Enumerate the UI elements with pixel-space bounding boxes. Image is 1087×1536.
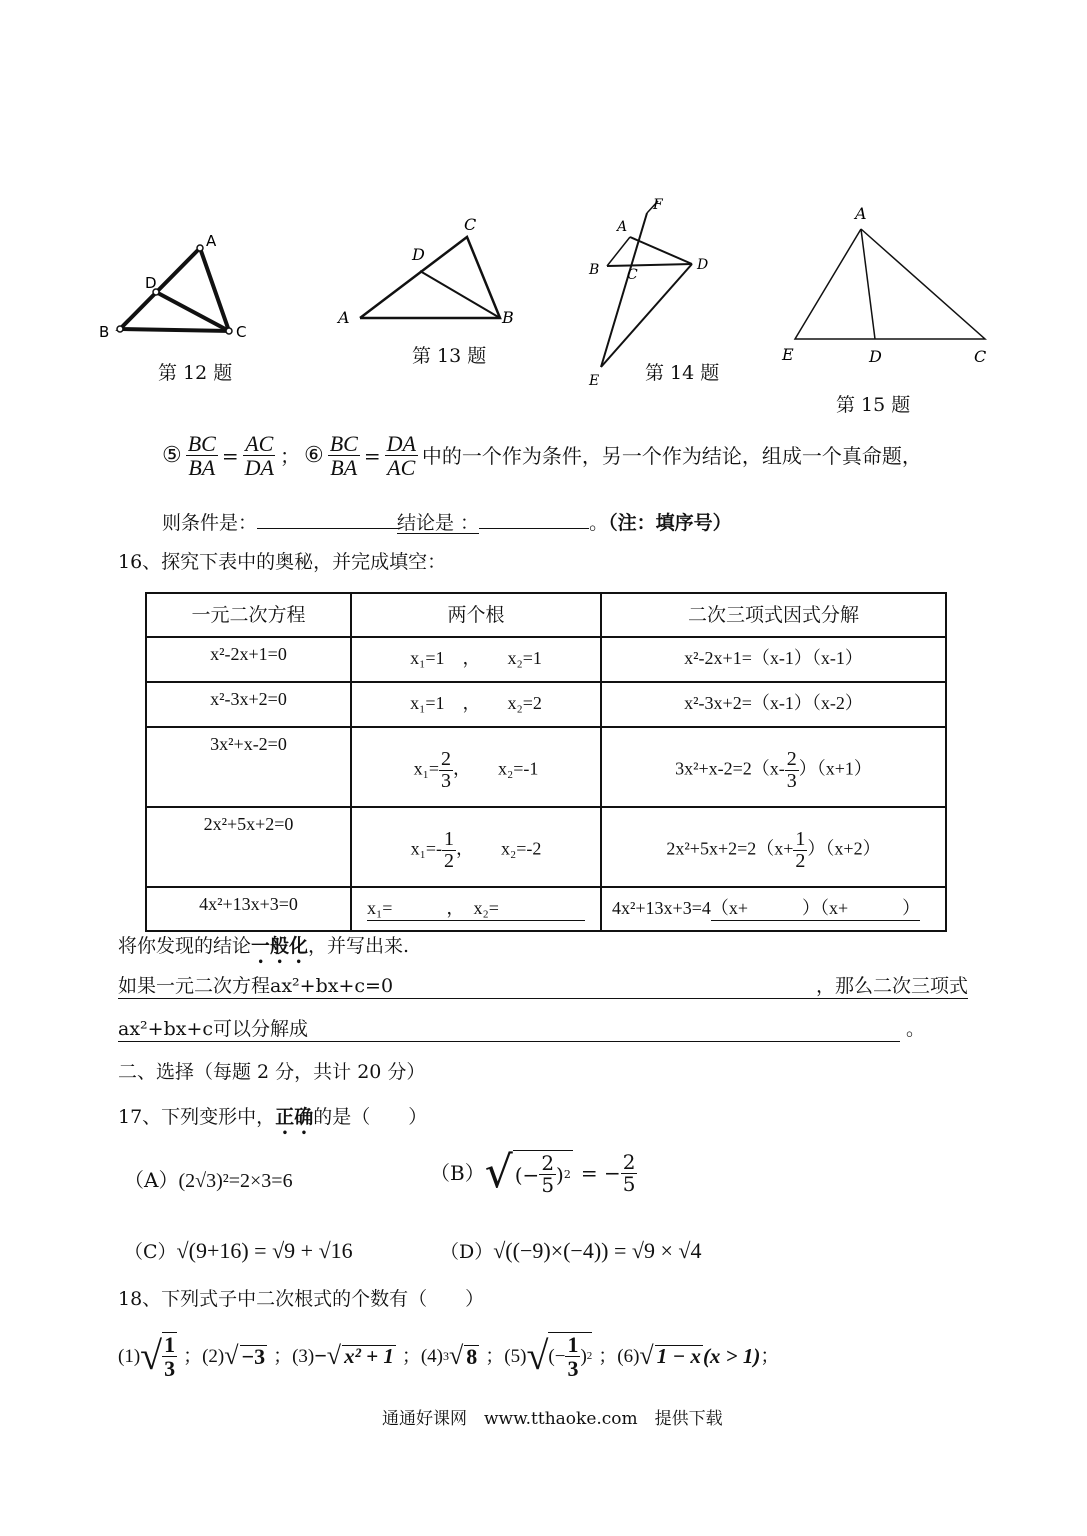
- table-cell-factorization: [601, 807, 946, 887]
- figure-13-label-a: A: [338, 308, 350, 327]
- fraction-numerator: 2: [622, 1149, 636, 1174]
- q18-item-6-condition: (x > 1): [702, 1343, 761, 1368]
- table-cell-factorization[interactable]: [601, 887, 946, 931]
- fraction-numerator: AC: [245, 431, 274, 456]
- figure-13: [330, 210, 530, 335]
- figure-12-caption: 第 12 题: [158, 362, 233, 384]
- root-1: x₁=: [367, 898, 393, 918]
- q16-table: [145, 592, 947, 932]
- option-b-fraction: [539, 1153, 556, 1196]
- fraction-numerator: 1: [567, 1332, 579, 1357]
- q15-answer-line: [162, 510, 732, 534]
- fraction-denominator: 3: [164, 1356, 176, 1382]
- factor-prefix: 4x²+13x+3=4: [612, 898, 711, 918]
- table-cell-roots[interactable]: [351, 887, 601, 931]
- q17-option-c[interactable]: [124, 1240, 353, 1263]
- table-cell-equation: 3x²+x-2=0: [146, 727, 351, 807]
- fraction-numerator: 1: [795, 827, 806, 850]
- fraction-numerator: 1: [164, 1332, 176, 1357]
- radical-sign-icon: √: [526, 1333, 549, 1379]
- item-index: ；(6): [598, 1345, 640, 1367]
- option-expression: √((−9)×(−4)) = √9 × √4: [493, 1238, 702, 1263]
- fraction-denominator: 3: [567, 1356, 579, 1382]
- table-cell-roots: x₁=1 ， x₂=2: [351, 682, 601, 727]
- root-1-prefix: x₁=: [413, 758, 439, 779]
- generalize-text: 将你发现的结论: [118, 935, 252, 957]
- q17-option-a[interactable]: [124, 1170, 293, 1191]
- fraction-denominator: 3: [786, 769, 797, 792]
- figure-14-caption: 第 14 题: [645, 362, 720, 384]
- root-2: x₂=: [473, 898, 499, 918]
- q16-generalize: [118, 935, 409, 968]
- fraction-numerator: 1: [444, 827, 454, 850]
- q15-condition-label: 则条件是：: [162, 512, 258, 534]
- factor-text: ax²+bx+c可以分解成: [118, 1018, 309, 1040]
- fraction-denominator: DA: [244, 455, 274, 481]
- root-2: x₂=1: [507, 648, 542, 668]
- q18-item-1-fraction: [162, 1332, 177, 1380]
- q15-fraction-5a: [186, 432, 218, 479]
- q17-option-b[interactable]: [430, 1147, 637, 1198]
- factor-suffix: ）（x+1）: [798, 758, 872, 779]
- section-2-title: 二、选择（每题 2 分，共计 20 分）: [118, 1061, 426, 1083]
- table-cell-factorization: [601, 727, 946, 807]
- item-index: ；(3): [273, 1345, 315, 1367]
- item-index: ；(5): [485, 1345, 527, 1367]
- fraction-denominator: 2: [795, 849, 806, 872]
- option-label: （C）: [124, 1241, 177, 1263]
- factor-suffix: ）（x+2）: [807, 838, 881, 859]
- table-header: 一元二次方程: [146, 593, 351, 637]
- fraction-denominator: AC: [387, 455, 416, 481]
- fraction-numerator: BC: [187, 431, 216, 456]
- q15-conclusion-label: 结论是 ：: [397, 512, 480, 534]
- fraction-numerator: BC: [329, 431, 358, 456]
- option-b-result-fraction: [621, 1149, 638, 1196]
- table-row: [146, 887, 946, 931]
- factor-period: 。: [906, 1018, 926, 1040]
- q15-condition-blank[interactable]: [257, 510, 399, 529]
- fraction-denominator: BA: [330, 455, 358, 481]
- q18-item-5: (− $\frac{1}{3}$ ) 2: [548, 1332, 593, 1382]
- q17-emphasis: 正确: [275, 1106, 314, 1128]
- table-header: 两个根: [351, 593, 601, 637]
- option-expression: √(9+16) = √9 + √16: [176, 1238, 353, 1263]
- table-row: [146, 637, 946, 682]
- radical-sign-icon: √: [484, 1147, 513, 1198]
- q18-item-4-index: 3: [443, 1349, 449, 1364]
- expr-post: = −: [580, 1161, 621, 1185]
- root-2: x₂=-2: [501, 838, 542, 859]
- factor-answer-line[interactable]: [118, 1020, 900, 1042]
- figure-13-label-c: C: [464, 215, 477, 234]
- figure-15: [775, 200, 995, 370]
- figure-14-label-f: F: [653, 197, 663, 213]
- factor-prefix: 3x²+x-2=2（x-: [675, 758, 785, 779]
- option-label: （A）: [124, 1168, 179, 1192]
- table-cell-roots: x₁=1 ， x₂=1: [351, 637, 601, 682]
- figure-14-label-c: C: [627, 267, 638, 283]
- q18-expressions: [118, 1332, 779, 1380]
- fraction-denominator: 5: [622, 1171, 636, 1196]
- option-expression: (2√3)²=2×3=6: [178, 1170, 293, 1192]
- q18-item-6: 1 − x: [656, 1344, 701, 1369]
- radicand: (− $\frac{2}{5}$ ) 2: [514, 1151, 571, 1197]
- q16-factor-line: [118, 1020, 925, 1042]
- fraction-denominator: 3: [441, 769, 451, 792]
- q15-circle-6: ⑥: [303, 442, 324, 468]
- q18-item-3: x² + 1: [344, 1344, 394, 1369]
- factor-fraction: [793, 829, 807, 872]
- q15-fraction-6b: [385, 432, 418, 479]
- figure-15-label-c: C: [974, 347, 987, 366]
- q15-conditions: ⑤ $\frac{BC}{BA}$ = $\frac{AC}{DA}$ ； ⑥ $\frac{BC}{BA}$ = $\frac{DA}{AC}$ 中的一个作为条件，另一个作为结论，组成一个真命题，: [162, 431, 922, 481]
- table-cell-factorization: x²-3x+2=（x-1）（x-2）: [601, 682, 946, 727]
- root-1-fraction: [439, 749, 453, 792]
- q18-item-3-sign: −: [314, 1343, 327, 1369]
- q17-option-d[interactable]: [440, 1240, 701, 1263]
- factor-answer-blank[interactable]: （x+ ）（x+ ）: [711, 894, 920, 921]
- fraction-numerator: DA: [386, 431, 416, 456]
- q15-conclusion-blank[interactable]: [479, 510, 589, 529]
- factor-prefix: 2x²+5x+2=2（x+: [666, 838, 794, 859]
- radical-sign-icon: √: [639, 1341, 654, 1371]
- fraction-numerator: 2: [786, 747, 797, 770]
- figure-15-label-e: E: [782, 345, 794, 364]
- fraction-denominator: 2: [444, 849, 454, 872]
- q15-circle-5: ⑤: [162, 442, 182, 468]
- radical-sign-icon: √: [224, 1341, 239, 1371]
- table-row: [146, 727, 946, 807]
- if-text: 如果一元二次方程ax²+bx+c=0: [118, 975, 394, 997]
- table-row: [146, 682, 946, 727]
- figure-14-label-d: D: [697, 257, 709, 273]
- q17-title: [118, 1106, 427, 1139]
- q15-period: 。: [589, 512, 609, 534]
- table-cell-equation: x²-2x+1=0: [146, 637, 351, 682]
- figure-12: [95, 228, 265, 348]
- q18-item-5-fraction: [565, 1333, 580, 1380]
- then-text: ，那么二次三项式: [815, 975, 968, 997]
- generalize-emphasis: 一般化: [251, 935, 309, 957]
- item-index: ；(4): [401, 1345, 443, 1367]
- radical-sign-icon: √: [449, 1341, 464, 1371]
- q15-tail-text: 中的一个作为条件，另一个作为结论，组成一个真命题，: [421, 443, 922, 468]
- q15-fraction-5b: [243, 432, 276, 479]
- figure-14-label-a: A: [617, 219, 628, 235]
- radical-sign-icon: √: [140, 1333, 163, 1379]
- root-1: x₁=1: [410, 693, 445, 713]
- q18-item-4: 8: [466, 1343, 478, 1369]
- figure-12-label-b: B: [99, 323, 110, 341]
- table-cell-equation: 2x²+5x+2=0: [146, 807, 351, 887]
- table-cell-equation: 4x²+13x+3=0: [146, 887, 351, 931]
- figure-12-label-d: D: [145, 274, 157, 292]
- q15-fraction-6a: [328, 432, 360, 479]
- radical-sign-icon: √: [326, 1341, 342, 1371]
- root-2: x₂=-1: [498, 758, 539, 779]
- q16-title: 16、探究下表中的奥秘，并完成填空：: [118, 551, 447, 573]
- q18-title: 18、下列式子中二次根式的个数有（ ）: [118, 1288, 485, 1310]
- table-cell-equation: x²-3x+2=0: [146, 682, 351, 727]
- figure-15-label-a: A: [855, 204, 867, 223]
- fraction-numerator: 2: [441, 747, 451, 770]
- q18-item-2: −3: [241, 1343, 266, 1369]
- expr-pre: (−: [514, 1162, 540, 1187]
- q15-separator: ；: [279, 443, 300, 468]
- table-header: 二次三项式因式分解: [601, 593, 946, 637]
- figure-13-label-b: B: [502, 308, 514, 327]
- item-index: ；(2): [183, 1345, 225, 1367]
- root-2: x₂=2: [507, 693, 542, 713]
- table-cell-roots: x₁= $\frac{2}{3}$ ， x₂=-1: [351, 727, 601, 807]
- root-1: x₁=1: [410, 648, 445, 668]
- generalize-text-end: ，并写出来.: [308, 935, 410, 957]
- root-1-fraction: [442, 829, 456, 872]
- figure-15-caption: 第 15 题: [836, 394, 911, 416]
- q18-end: ；: [760, 1345, 780, 1367]
- figure-12-label-a: A: [206, 232, 217, 250]
- figure-13-label-d: D: [412, 245, 425, 264]
- table-cell-roots: x₁=- $\frac{1}{2}$ ， x₂=-2: [351, 807, 601, 887]
- q17-title-a: 17、下列变形中，: [118, 1106, 276, 1128]
- item-index: (1): [118, 1345, 141, 1367]
- table-row: [146, 807, 946, 887]
- q16-if-line[interactable]: [118, 977, 968, 999]
- factor-fraction: [785, 749, 799, 792]
- figure-13-caption: 第 13 题: [412, 345, 487, 367]
- table-header-row: [146, 593, 946, 637]
- figure-14-label-b: B: [589, 262, 600, 278]
- roots-answer-blank[interactable]: x₁= ， x₂=: [367, 894, 585, 921]
- figure-12-label-c: C: [236, 323, 247, 341]
- fraction-denominator: 5: [541, 1173, 555, 1197]
- fraction-denominator: BA: [188, 455, 216, 481]
- q15-note: （注：填序号）: [608, 512, 732, 534]
- option-label: （B）: [430, 1161, 485, 1185]
- fraction-numerator: 2: [541, 1151, 555, 1175]
- figure-14-label-e: E: [589, 373, 600, 389]
- root-1-prefix: x₁=-: [410, 838, 442, 859]
- q17-title-c: 的是（ ）: [313, 1106, 428, 1128]
- option-label: （D）: [440, 1241, 494, 1263]
- figure-15-label-d: D: [869, 347, 882, 366]
- table-cell-factorization: x²-2x+1=（x-1）（x-1）: [601, 637, 946, 682]
- footer: 通通好课网 www.tthaoke.com 提供下载: [382, 1409, 723, 1429]
